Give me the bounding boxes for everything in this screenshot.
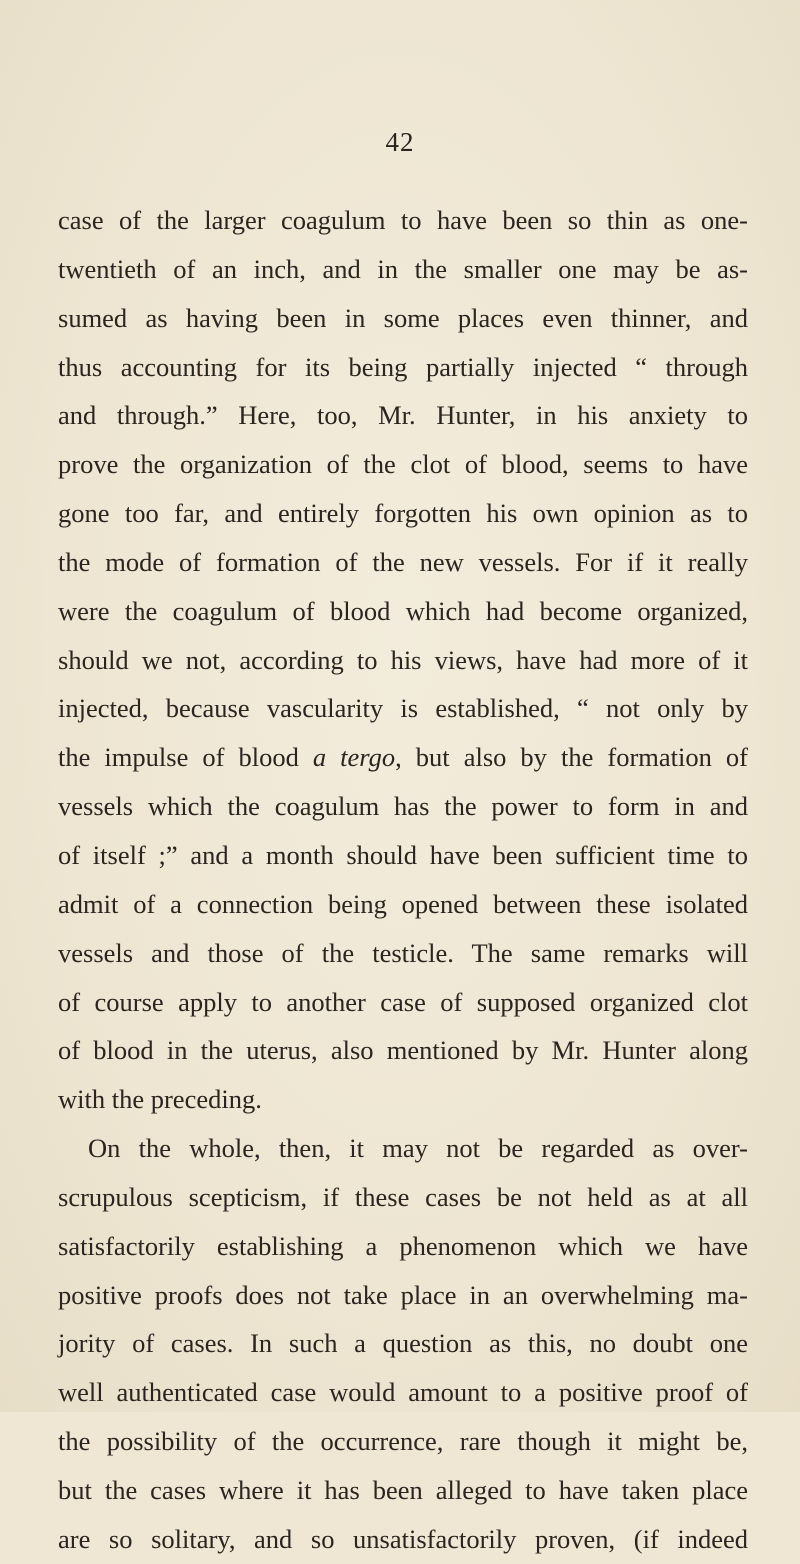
text-line: of course apply to another case of supposed organized clot: [58, 986, 748, 1017]
text-line: of itself ;” and a month should have been sufficient time to: [58, 839, 748, 870]
text-line: vessels which the coagulum has the power to form in and: [58, 791, 748, 822]
page-number: 42: [385, 127, 415, 157]
text-line: of blood in the uterus, also mentioned by Mr. Hunter along: [58, 1035, 748, 1066]
text-line: sumed as having been in some places even thinner, and: [58, 302, 748, 333]
text-line: scrupulous scepticism, if these cases be not held as at all: [58, 1181, 748, 1212]
body-text: [58, 196, 748, 1564]
text-line: and through.” Here, too, Mr. Hunter, in his anxiety to: [58, 400, 748, 431]
text-line: were the coagulum of blood which had become organized,: [58, 595, 748, 626]
text-line: the mode of formation of the new vessels. For if it really: [58, 546, 748, 577]
text-line-with-italic: [58, 733, 748, 782]
text-line: should we not, according to his views, have had more of it: [58, 644, 748, 675]
text-segment: the impulse of blood: [58, 742, 313, 773]
text-line: prove the organization of the clot of blood, seems to have: [58, 449, 748, 480]
text-line: the possibility of the occurrence, rare though it might be,: [58, 1426, 748, 1457]
text-line: but the cases where it has been alleged to have taken place: [58, 1474, 748, 1505]
text-line: injected, because vascularity is established, “ not only by: [58, 693, 748, 724]
text-line: admit of a connection being opened between these isolated: [58, 888, 748, 919]
text-line: thus accounting for its being partially injected “ through: [58, 351, 748, 382]
text-line: jority of cases. In such a question as this, no doubt one: [58, 1328, 748, 1359]
text-line: positive proofs does not take place in an overwhelming ma-: [58, 1279, 748, 1310]
text-line: case of the larger coagulum to have been so thin as one-: [58, 205, 748, 235]
text-line: well authenticated case would amount to a positive proof of: [58, 1377, 748, 1408]
text-segment: , but also by the formation of: [395, 742, 748, 773]
text-line: are so solitary, and so unsatisfactorily proven, (if indeed: [58, 1523, 748, 1554]
text-line: vessels and those of the testicle. The same remarks will: [58, 937, 748, 968]
text-line: gone too far, and entirely forgotten his own opinion as to: [58, 498, 748, 529]
text-line: satisfactorily establishing a phenomenon which we have: [58, 1230, 748, 1261]
text-line: twentieth of an inch, and in the smaller one may be as-: [58, 253, 748, 284]
text-line-paragraph-start: On the whole, then, it may not be regarded as over-: [88, 1133, 748, 1164]
italic-phrase: a tergo: [312, 742, 396, 773]
text-line-paragraph-end: with the preceding.: [58, 1084, 262, 1115]
